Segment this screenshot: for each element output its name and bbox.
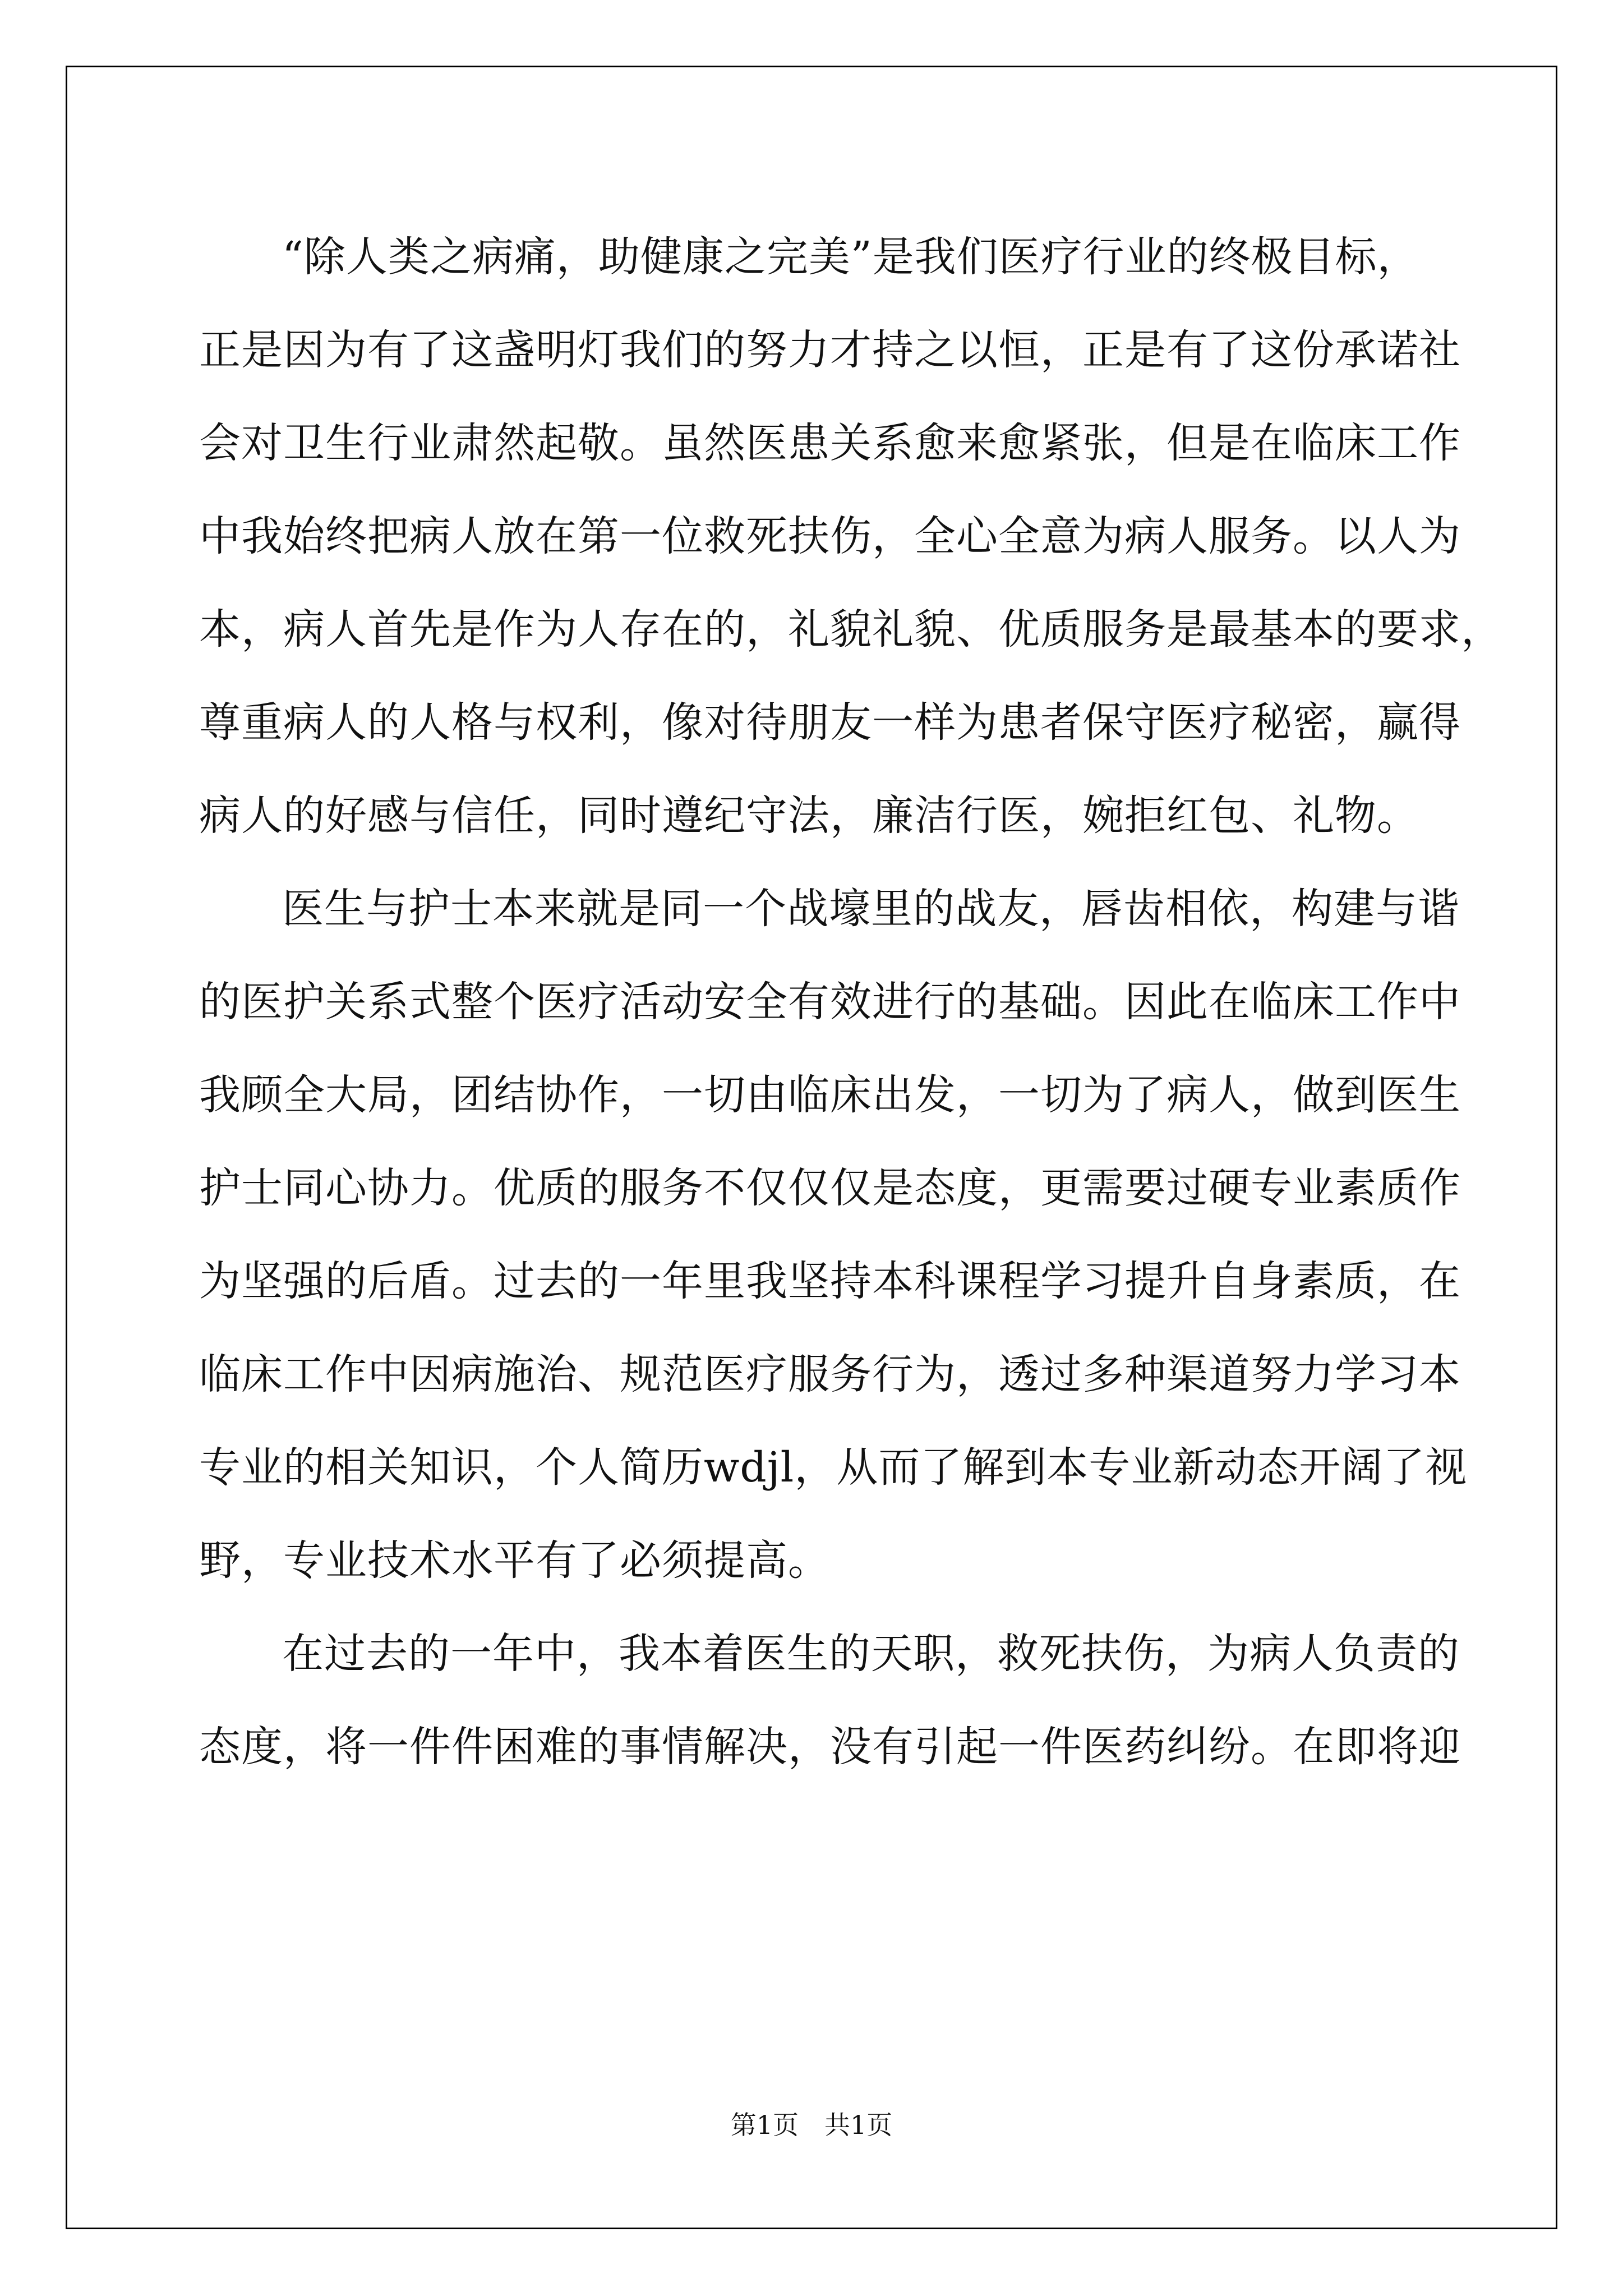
text-line: 为坚强的后盾。过去的一年里我坚持本科课程学习提升自身素质，在 [199, 1257, 1461, 1305]
text-line: 态度，将一件件困难的事情解决，没有引起一件医药纠纷。在即将迎 [199, 1723, 1461, 1771]
text-line: 中我始终把病人放在第一位救死扶伤，全心全意为病人服务。以人为 [199, 512, 1461, 560]
paragraph-2 [199, 862, 1467, 1607]
text-line: 本，病人首先是作为人存在的，礼貌礼貌、优质服务是最基本的要求， [199, 605, 1503, 654]
text-line: 我顾全大局，团结协作，一切由临床出发，一切为了病人，做到医生 [199, 1071, 1461, 1119]
text-line: 专业的相关知识，个人简历wdjl，从而了解到本专业新动态开阔了视 [199, 1443, 1468, 1492]
text-line: 护士同心协力。优质的服务不仅仅仅是态度，更需要过硬专业素质作 [199, 1164, 1461, 1212]
text-line: 会对卫生行业肃然起敬。虽然医患关系愈来愈紧张，但是在临床工作 [199, 419, 1461, 467]
text-line: 医生与护士本来就是同一个战壕里的战友，唇齿相依，构建与谐 [282, 885, 1460, 933]
text-line: 临床工作中因病施治、规范医疗服务行为，透过多种渠道努力学习本 [199, 1350, 1461, 1398]
paragraph-1 [199, 210, 1503, 862]
text-line: 野，专业技术水平有了必须提高。 [199, 1536, 830, 1585]
text-line: 病人的好感与信任，同时遵纪守法，廉洁行医，婉拒红包、礼物。 [199, 792, 1419, 840]
document-body [199, 210, 1503, 1793]
text-line: 正是因为有了这盏明灯我们的努力才持之以恒，正是有了这份承诺社 [199, 326, 1461, 374]
text-line: 的医护关系式整个医疗活动安全有效进行的基础。因此在临床工作中 [199, 978, 1461, 1026]
text-line: “除人类之病痛，助健康之完美”是我们医疗行业的终极目标， [282, 233, 1419, 281]
text-line: 尊重病人的人格与权利，像对待朋友一样为患者保守医疗秘密，赢得 [199, 698, 1461, 747]
text-line: 在过去的一年中，我本着医生的天职，救死扶伤，为病人负责的 [282, 1630, 1460, 1678]
page-number-footer: 第1页 共1页 [730, 2110, 893, 2140]
paragraph-3 [199, 1607, 1467, 1793]
